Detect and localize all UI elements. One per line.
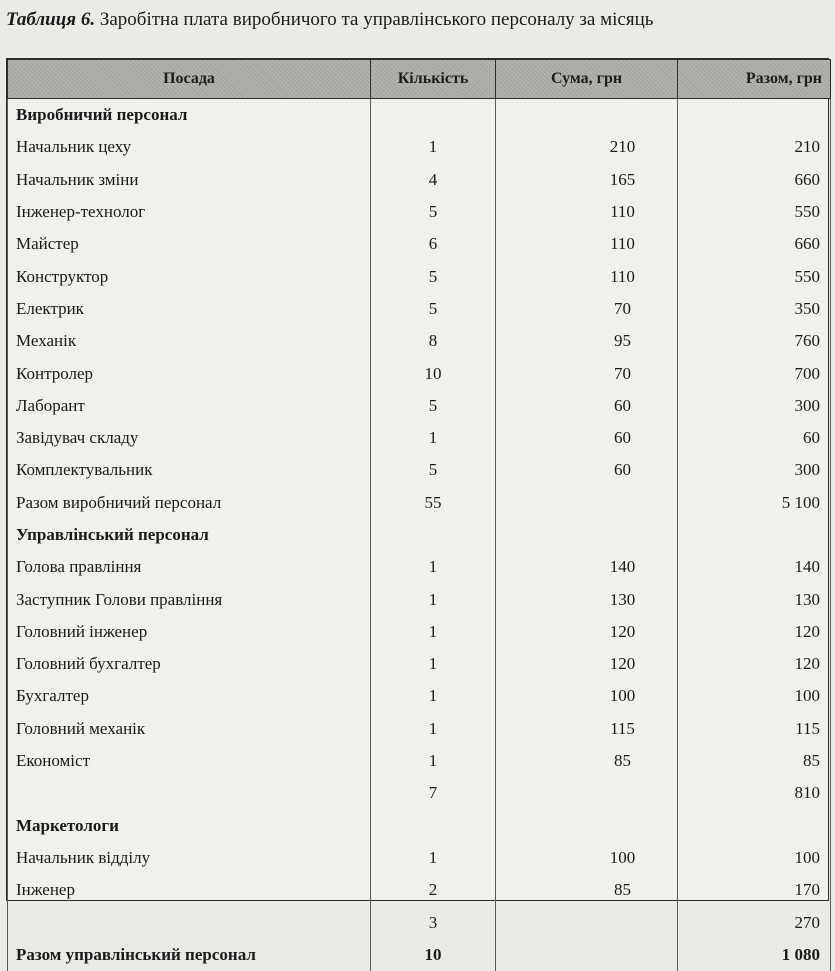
cell-total: 810 bbox=[678, 777, 831, 809]
salary-table bbox=[7, 59, 831, 971]
header-quantity: Кількість bbox=[371, 60, 496, 99]
table-row bbox=[8, 164, 831, 196]
table-row bbox=[8, 616, 831, 648]
cell-total: 700 bbox=[678, 357, 831, 389]
cell-quantity: 5 bbox=[371, 293, 496, 325]
table-header-row bbox=[8, 60, 831, 99]
cell-sum: 110 bbox=[496, 260, 678, 292]
table-row bbox=[8, 422, 831, 454]
table-row bbox=[8, 680, 831, 712]
cell-sum: 100 bbox=[496, 842, 678, 874]
table-row bbox=[8, 293, 831, 325]
cell-position: Головний бухгалтер bbox=[8, 648, 371, 680]
cell-total: 1 080 bbox=[678, 939, 831, 971]
table-row bbox=[8, 228, 831, 260]
cell-quantity: 3 bbox=[371, 906, 496, 938]
cell-total: 120 bbox=[678, 616, 831, 648]
cell-position: Управлінський персонал bbox=[8, 519, 371, 551]
cell-position: Інженер-технолог bbox=[8, 196, 371, 228]
cell-quantity bbox=[371, 810, 496, 842]
cell-position: Начальник зміни bbox=[8, 164, 371, 196]
cell-total: 85 bbox=[678, 745, 831, 777]
cell-position: Комплектувальник bbox=[8, 454, 371, 486]
cell-total: 300 bbox=[678, 390, 831, 422]
cell-sum: 70 bbox=[496, 293, 678, 325]
cell-sum bbox=[496, 99, 678, 132]
table-row bbox=[8, 551, 831, 583]
cell-sum: 210 bbox=[496, 131, 678, 163]
cell-total: 130 bbox=[678, 583, 831, 615]
cell-position: Конструктор bbox=[8, 260, 371, 292]
table-row bbox=[8, 325, 831, 357]
cell-quantity: 55 bbox=[371, 487, 496, 519]
cell-position: Механік bbox=[8, 325, 371, 357]
cell-quantity bbox=[371, 99, 496, 132]
cell-position: Електрик bbox=[8, 293, 371, 325]
cell-quantity: 1 bbox=[371, 583, 496, 615]
cell-total: 550 bbox=[678, 196, 831, 228]
cell-sum: 130 bbox=[496, 583, 678, 615]
cell-position bbox=[8, 906, 371, 938]
cell-quantity: 5 bbox=[371, 260, 496, 292]
cell-sum: 95 bbox=[496, 325, 678, 357]
table-caption bbox=[6, 8, 831, 32]
cell-position: Голова правління bbox=[8, 551, 371, 583]
cell-sum: 165 bbox=[496, 164, 678, 196]
table-row bbox=[8, 648, 831, 680]
cell-quantity bbox=[371, 519, 496, 551]
table-row bbox=[8, 357, 831, 389]
cell-total: 5 100 bbox=[678, 487, 831, 519]
cell-sum bbox=[496, 519, 678, 551]
cell-total bbox=[678, 810, 831, 842]
table-row bbox=[8, 131, 831, 163]
cell-total: 140 bbox=[678, 551, 831, 583]
cell-quantity: 5 bbox=[371, 390, 496, 422]
cell-position: Інженер bbox=[8, 874, 371, 906]
cell-quantity: 1 bbox=[371, 616, 496, 648]
cell-quantity: 1 bbox=[371, 131, 496, 163]
cell-total bbox=[678, 99, 831, 132]
cell-total: 350 bbox=[678, 293, 831, 325]
table-row bbox=[8, 196, 831, 228]
cell-position bbox=[8, 777, 371, 809]
cell-position: Начальник цеху bbox=[8, 131, 371, 163]
cell-sum: 70 bbox=[496, 357, 678, 389]
cell-sum: 120 bbox=[496, 616, 678, 648]
header-position: Посада bbox=[8, 60, 371, 99]
salary-table-container bbox=[6, 58, 829, 901]
cell-quantity: 8 bbox=[371, 325, 496, 357]
cell-quantity: 6 bbox=[371, 228, 496, 260]
table-row bbox=[8, 390, 831, 422]
cell-total: 170 bbox=[678, 874, 831, 906]
cell-quantity: 1 bbox=[371, 842, 496, 874]
cell-total: 660 bbox=[678, 164, 831, 196]
cell-sum bbox=[496, 777, 678, 809]
cell-position: Економіст bbox=[8, 745, 371, 777]
table-row bbox=[8, 454, 831, 486]
cell-quantity: 1 bbox=[371, 745, 496, 777]
group-header-row bbox=[8, 99, 831, 132]
cell-sum: 60 bbox=[496, 390, 678, 422]
table-row bbox=[8, 713, 831, 745]
cell-quantity: 1 bbox=[371, 713, 496, 745]
cell-quantity: 10 bbox=[371, 357, 496, 389]
table-row bbox=[8, 874, 831, 906]
cell-total: 115 bbox=[678, 713, 831, 745]
cell-position: Головний інженер bbox=[8, 616, 371, 648]
cell-sum: 60 bbox=[496, 422, 678, 454]
cell-sum bbox=[496, 810, 678, 842]
grand-total-row bbox=[8, 939, 831, 971]
table-row bbox=[8, 777, 831, 809]
cell-sum: 100 bbox=[496, 680, 678, 712]
cell-position: Бухгалтер bbox=[8, 680, 371, 712]
cell-sum: 85 bbox=[496, 745, 678, 777]
cell-quantity: 2 bbox=[371, 874, 496, 906]
cell-position: Начальник відділу bbox=[8, 842, 371, 874]
cell-position: Маркетологи bbox=[8, 810, 371, 842]
table-row bbox=[8, 906, 831, 938]
cell-position: Виробничий персонал bbox=[8, 99, 371, 132]
cell-total: 210 bbox=[678, 131, 831, 163]
cell-quantity: 7 bbox=[371, 777, 496, 809]
cell-quantity: 10 bbox=[371, 939, 496, 971]
cell-quantity: 5 bbox=[371, 196, 496, 228]
cell-quantity: 1 bbox=[371, 551, 496, 583]
cell-quantity: 5 bbox=[371, 454, 496, 486]
cell-position: Заступник Голови правління bbox=[8, 583, 371, 615]
table-row bbox=[8, 583, 831, 615]
cell-total: 760 bbox=[678, 325, 831, 357]
cell-total: 300 bbox=[678, 454, 831, 486]
cell-quantity: 4 bbox=[371, 164, 496, 196]
cell-quantity: 1 bbox=[371, 680, 496, 712]
cell-position: Майстер bbox=[8, 228, 371, 260]
cell-sum: 110 bbox=[496, 228, 678, 260]
cell-sum: 115 bbox=[496, 713, 678, 745]
cell-sum: 140 bbox=[496, 551, 678, 583]
cell-position: Завідувач складу bbox=[8, 422, 371, 454]
table-row bbox=[8, 842, 831, 874]
cell-total: 100 bbox=[678, 842, 831, 874]
cell-position: Головний механік bbox=[8, 713, 371, 745]
cell-sum bbox=[496, 487, 678, 519]
cell-sum: 110 bbox=[496, 196, 678, 228]
cell-sum: 120 bbox=[496, 648, 678, 680]
cell-quantity: 1 bbox=[371, 648, 496, 680]
table-row bbox=[8, 260, 831, 292]
header-total: Разом, грн bbox=[678, 60, 831, 99]
caption-label: Таблиця 6. bbox=[6, 9, 95, 30]
cell-sum bbox=[496, 939, 678, 971]
caption-text: Заробітна плата виробничого та управлінського персоналу за місяць bbox=[95, 9, 653, 30]
cell-position: Контролер bbox=[8, 357, 371, 389]
cell-total: 120 bbox=[678, 648, 831, 680]
table-body bbox=[8, 99, 831, 971]
table-row bbox=[8, 487, 831, 519]
cell-quantity: 1 bbox=[371, 422, 496, 454]
cell-total: 550 bbox=[678, 260, 831, 292]
cell-total: 100 bbox=[678, 680, 831, 712]
group-header-row bbox=[8, 810, 831, 842]
cell-total: 270 bbox=[678, 906, 831, 938]
cell-position: Разом виробничий персонал bbox=[8, 487, 371, 519]
header-sum: Сума, грн bbox=[496, 60, 678, 99]
cell-total: 660 bbox=[678, 228, 831, 260]
cell-total: 60 bbox=[678, 422, 831, 454]
cell-sum: 60 bbox=[496, 454, 678, 486]
cell-position: Лаборант bbox=[8, 390, 371, 422]
cell-total bbox=[678, 519, 831, 551]
table-row bbox=[8, 745, 831, 777]
cell-sum bbox=[496, 906, 678, 938]
cell-sum: 85 bbox=[496, 874, 678, 906]
group-header-row bbox=[8, 519, 831, 551]
cell-position: Разом управлінський персонал bbox=[8, 939, 371, 971]
